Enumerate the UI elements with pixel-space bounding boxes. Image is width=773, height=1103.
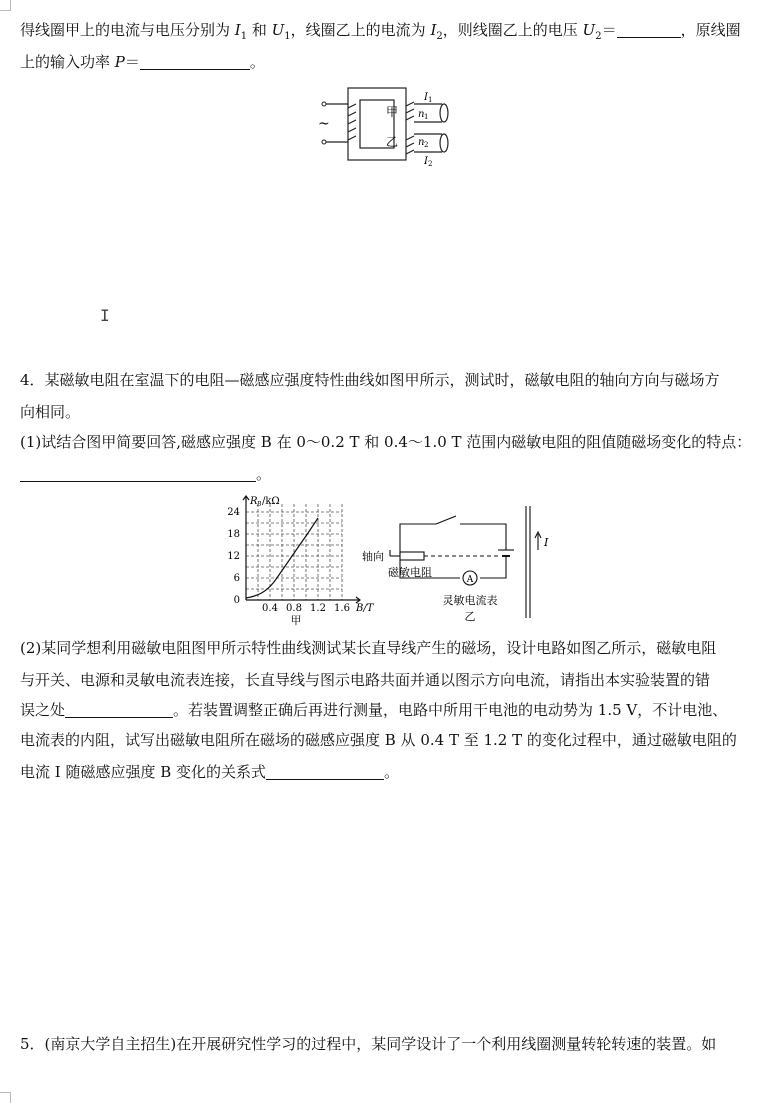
ac-source-symbol: ~ (318, 116, 330, 132)
q4-line-8: 电流表的内阻，试写出磁敏电阻所在磁场的磁感应强度 B 从 0.4 T 至 1.2 T 的变化过程中，通过磁敏电阻的 (20, 731, 737, 749)
switch-icon (436, 516, 456, 524)
x-tick-label: 1.6 (334, 603, 350, 614)
y-axis-label: R (250, 496, 258, 507)
y-axis-sub: B (257, 501, 262, 508)
terminal-icon (322, 102, 326, 106)
answer-blank[interactable] (266, 761, 384, 780)
magnetoresistor-icon (400, 552, 424, 560)
i1-sub: 1 (428, 96, 433, 104)
i1-label: I (424, 92, 428, 103)
x-tick-label: 0.8 (286, 603, 302, 614)
figure-caption: 甲 (290, 614, 302, 626)
n1-label: n (418, 109, 425, 120)
x-tick-label: 1.2 (310, 603, 326, 614)
x-tick-label: 0.4 (262, 603, 278, 614)
coil-yi-label: 乙 (386, 135, 399, 149)
y-tick-label: 18 (227, 529, 240, 540)
y-tick-label: 6 (233, 573, 240, 584)
y-tick-label: 0 (233, 595, 240, 606)
y-tick-label: 24 (227, 507, 240, 518)
ammeter-label: 灵敏电流表 (442, 594, 498, 607)
current-label: I (544, 536, 549, 549)
text-cursor-icon: I (100, 306, 110, 325)
figure-caption: 乙 (464, 610, 476, 623)
page-corner-mark (0, 1092, 11, 1103)
q5-line-1: 5．(南京大学自主招生)在开展研究性学习的过程中，某同学设计了一个利用线圈测量转轮转速的装置。如 (20, 1035, 717, 1053)
answer-blank[interactable] (65, 699, 173, 718)
q3-line-2: 上的输入功率 P＝ 。 (20, 53, 265, 71)
q3-line-1: 得线圈甲上的电流与电压分别为 $I_1$ 和 $U_1$，线圈乙上的电流为 $I_2$，则线圈乙上的电压 $U_2=$ ，原线圈 (20, 21, 741, 42)
q4-line-3: (1)试结合图甲简要回答,磁感应强度 B 在 0～0.2 T 和 0.4～1.0 T 范围内磁敏电阻的阻值随磁场变化的特点： (20, 433, 752, 451)
q4-line-2: 向相同。 (20, 403, 81, 421)
y-tick-label: 12 (227, 551, 240, 562)
i2-sub: 2 (428, 160, 433, 168)
n2-sub: 2 (424, 141, 429, 149)
page-corner-mark (0, 0, 11, 11)
ammeter-symbol: A (466, 575, 474, 585)
answer-blank[interactable] (140, 51, 250, 70)
y-axis-unit: /kΩ (262, 496, 280, 507)
q4-line-5: (2)某同学想利用磁敏电阻图甲所示特性曲线测试某长直导线产生的磁场，设计电路如图乙所示，磁敏电阻 (20, 639, 717, 657)
magnetoresistor-label: 磁敏电阻 (388, 566, 432, 579)
answer-blank[interactable] (20, 463, 256, 482)
n2-label: n (418, 137, 425, 148)
transformer-figure (318, 86, 468, 168)
answer-blank[interactable] (617, 19, 681, 38)
i2-label: I (424, 156, 428, 167)
n1-sub: 1 (424, 113, 429, 121)
q4-line-6: 与开关、电源和灵敏电流表连接，长直导线与图示电路共面并通以图示方向电流，请指出本实验装置的错 (20, 671, 711, 689)
q4-line-1: 4．某磁敏电阻在室温下的电阻—磁感应强度特性曲线如图甲所示，测试时，磁敏电阻的轴向方向与磁场方 (20, 371, 720, 389)
axial-direction-label: 轴向 (362, 550, 384, 563)
figure-yi-circuit (360, 502, 550, 624)
q4-line-4: 。 (20, 458, 753, 490)
terminal-icon (322, 140, 326, 144)
q4-line-7: 误之处 。若装置调整正确后再进行测量，电路中所用干电池的电动势为 1.5 V，不计电池、 (20, 701, 728, 719)
coil-jia-label: 甲 (386, 105, 399, 119)
x-axis-label: B/T (356, 603, 374, 614)
figure-jia-graph (222, 494, 382, 626)
q4-line-9: 电流 I 随磁感应强度 B 变化的关系式 。 (20, 763, 400, 781)
